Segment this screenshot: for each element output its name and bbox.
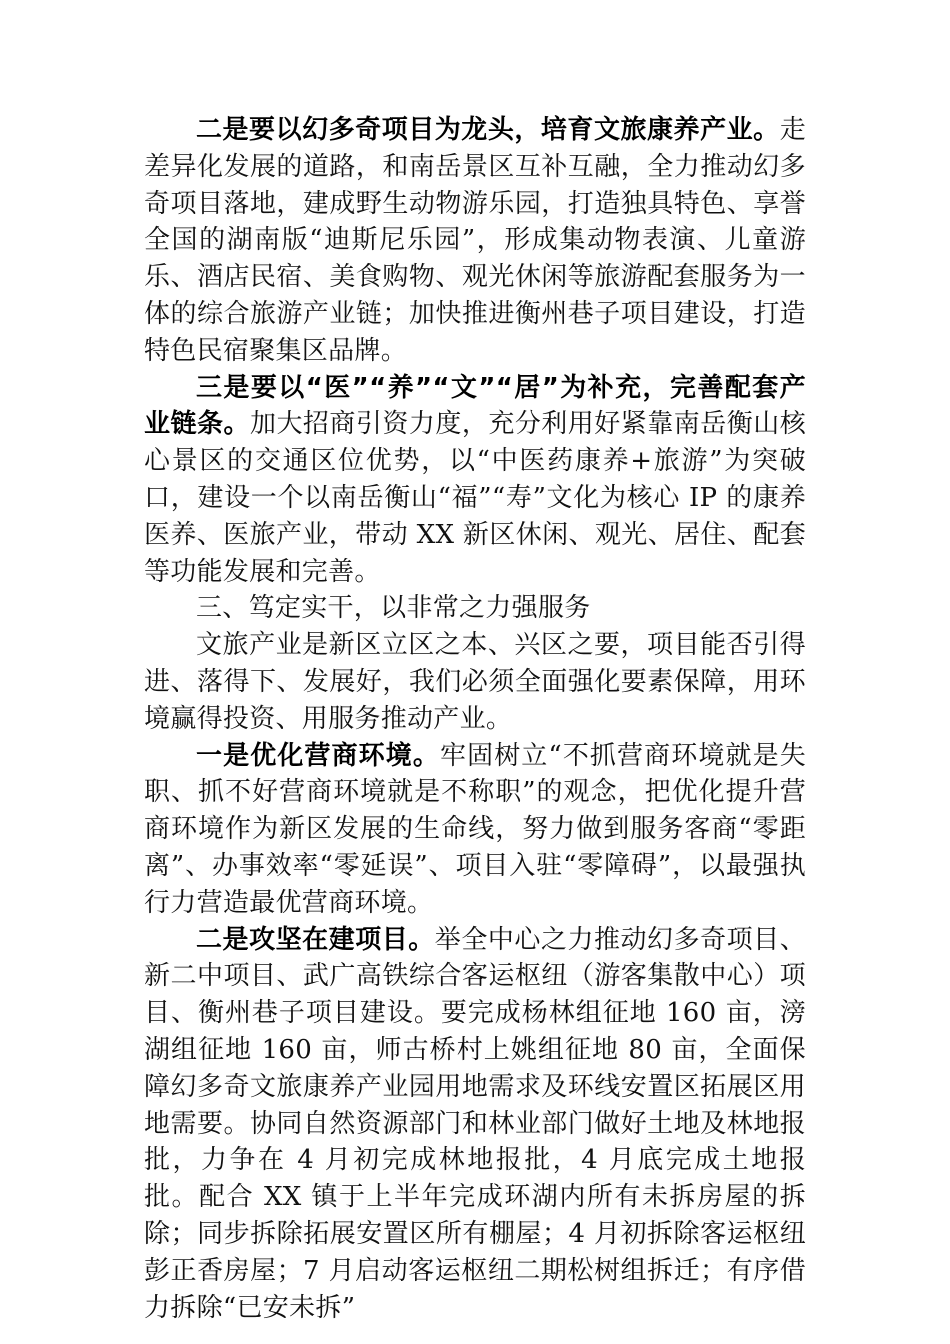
paragraph-body: 走差异化发展的道路，和南岳景区互补互融，全力推动幻多奇项目落地，建成野生动物游乐园，打造独具特色、享誉全国的湖南版“迪斯尼乐园”，形成集动物表演、儿童游乐、酒店民宿、美食购物、观光休闲等旅游配套服务为一体的综合旅游产业链；加快推进衡州巷子项目建设，打造特色民宿聚集区品牌。 [144,115,806,366]
paragraph-body: 加大招商引资力度，充分利用好紧靠南岳衡山核心景区的交通区位优势，以“中医药康养+旅游”为突破口，建设一个以南岳衡山“福”“寿”文化为核心 IP 的康养医养、医旅产业，带动 XX 新区休闲、观光、居住、配套等功能发展和完善。 [144,409,806,587]
paragraph-lead: 二是攻坚在建项目。 [196,924,435,955]
paragraph-projects [144,922,806,1327]
section-heading: 三、笃定实干，以非常之力强服务 [196,593,591,624]
paragraph-body: 牢固树立“不抓营商环境就是失职、抓不好营商环境就是不称职”的观念，把优化提升营商环境作为新区发展的生命线，努力做到服务客商“零距离”、办事效率“零延误”、项目入驻“零障碍”，以最强执行力营造最优营商环境。 [144,740,806,918]
paragraph-body: 举全中心之力推动幻多奇项目、新二中项目、武广高铁综合客运枢纽（游客集散中心）项目、衡州巷子项目建设。要完成杨林组征地 160 亩，滂湖组征地 160 亩，师古桥村上姚组征地 80 亩，全面保障幻多奇文旅康养产业园用地需求及环线安置区拓展区用地需要。协同自然资源部门和林业部门做好土地及林地报批，力争在 4 月初完成林地报批，4 月底完成土地报批。配合 XX 镇于上半年完成环湖内所有未拆房屋的拆除；同步拆除拓展安置区所有棚屋；4 月初拆除客运枢纽彭正香房屋；7 月启动客运枢纽二期松树组拆迁；有序借力拆除“已安未拆” [144,924,807,1323]
paragraph-business-environment [144,738,806,922]
paragraph-lead: 一是优化营商环境。 [196,740,440,771]
paragraph-lead: 二是要以幻多奇项目为龙头，培育文旅康养产业。 [196,115,780,145]
paragraph-supporting-industry [144,370,806,591]
section-intro: 文旅产业是新区立区之本、兴区之要，项目能否引得进、落得下、发展好，我们必须全面强化要素保障，用环境赢得投资、用服务推动产业。 [144,630,806,734]
paragraph-tourism-industry [144,112,806,370]
paragraph-lead: 三是要以“医”“养”“文”“居”为补充，完善配套产业链条。 [144,372,806,440]
document-page [144,112,806,1326]
